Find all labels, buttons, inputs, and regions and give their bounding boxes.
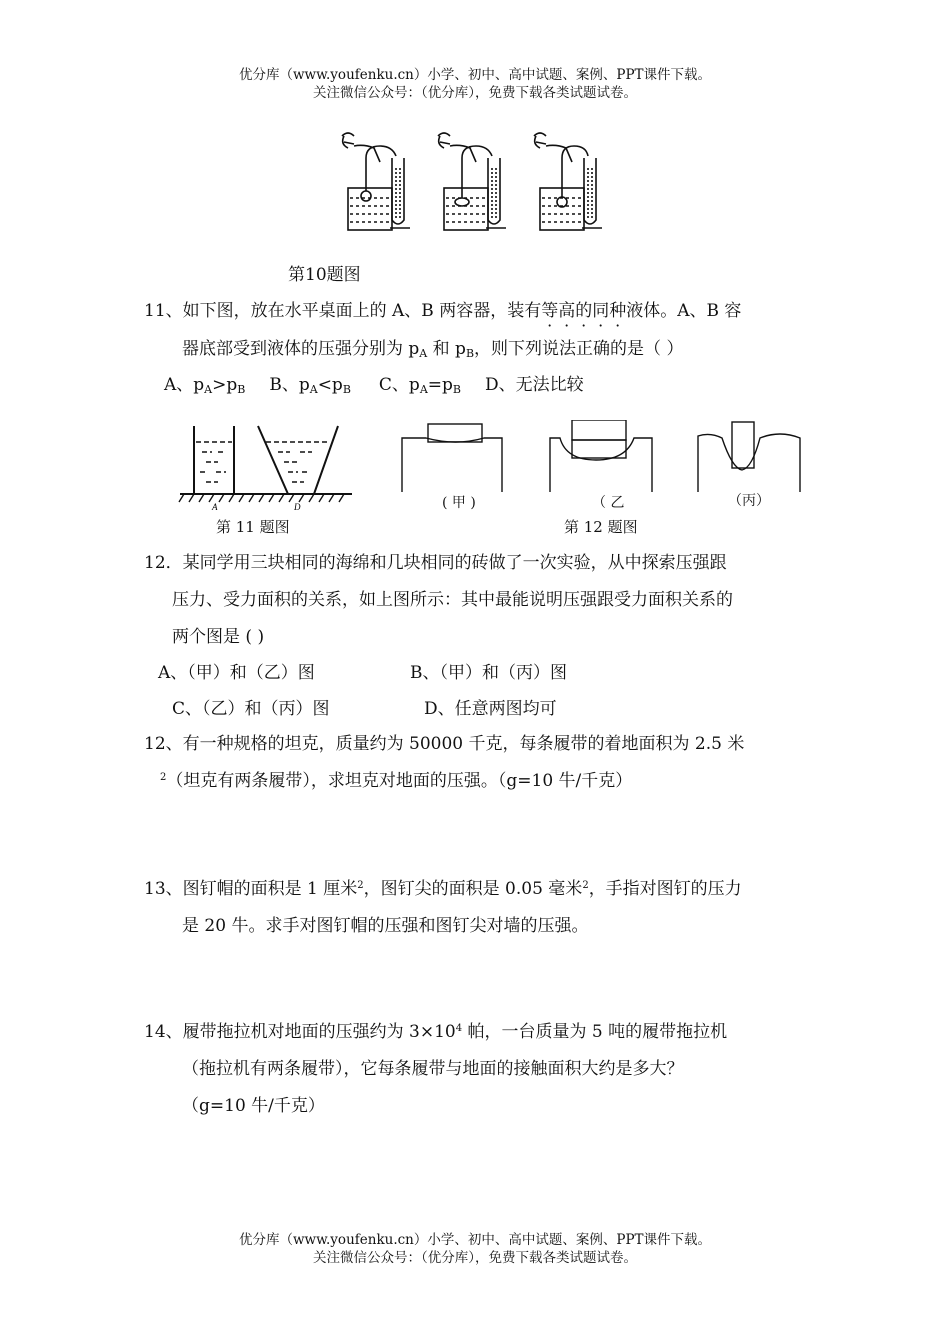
fig11-caption: 第 11 题图 (216, 518, 290, 536)
table-hatch (179, 494, 344, 502)
q11-option-c (379, 375, 461, 395)
header-line-2: 关注微信公众号：（优分库），免费下载各类试题试卷。 (313, 85, 637, 101)
q11-option-a (164, 375, 245, 395)
q11-emph-2: 高 (558, 301, 576, 321)
q12a-option-c: C、（乙）和（丙）图 (172, 699, 330, 719)
footer-line-1: 优分库（www.youfenku.cn）小学、初中、高中试题、案例、PPT课件下载。 (238, 1232, 712, 1248)
q11-option-c-pre: C、p (378, 375, 420, 395)
footer-line-2: 关注微信公众号：（优分库），免费下载各类试题试卷。 (313, 1250, 637, 1266)
page-footer (0, 1231, 950, 1267)
q13-text-a: 13、图钉帽的面积是 1 厘米 (144, 879, 358, 899)
figure-10 (330, 128, 610, 238)
fig12-label-bing: （丙） (728, 493, 770, 509)
q14-sup: 4 (455, 1023, 463, 1034)
q11-option-b-s1: A (309, 383, 318, 396)
q12a-line-1: 12．某同学用三块相同的海绵和几块相同的砖做了一次实验，从中探索压强跟 (144, 553, 727, 573)
q11-option-a-op: >p (212, 375, 238, 395)
q11-option-b-s2: B (342, 383, 351, 396)
q11-text-b: 和 p (427, 339, 466, 359)
container-a (194, 426, 234, 494)
q11-option-c-op: =p (427, 375, 453, 395)
q12a-option-d: D、任意两图均可 (424, 699, 557, 719)
q12b-sup: 2 (160, 772, 167, 783)
q11-emph-1: 等 (541, 301, 559, 321)
q11-option-b (269, 375, 351, 395)
q11-option-a-s1: A (204, 383, 213, 396)
q12a-line-3: 两个图是 ( ) (172, 627, 265, 647)
fig11-label-a: A (212, 502, 218, 512)
fig10-setup-1 (342, 133, 410, 230)
header-line-1: 优分库（www.youfenku.cn）小学、初中、高中试题、案例、PPT课件下载。 (238, 67, 712, 83)
figure-11 (176, 420, 356, 512)
q11-text-c: ，则下列说法正确的是（ ） (474, 339, 684, 359)
q14-line-3: （g=10 牛/千克） (182, 1096, 325, 1116)
sponge-yi (550, 438, 652, 492)
fig10-setup-2 (438, 133, 506, 230)
q11-options (164, 370, 584, 396)
fig12-caption: 第 12 题图 (564, 518, 638, 536)
q11-sub-b: B (465, 347, 475, 360)
fig11-label-d: D (294, 502, 301, 512)
sponge-bing (698, 434, 800, 492)
q11-line-1-pre: 11、如下图，放在水平桌面上的 A、B 两容器，装有 (144, 301, 542, 321)
fig10-setup-3 (534, 133, 602, 230)
page-header (0, 66, 950, 102)
q11-text-a: 器底部受到液体的压强分别为 p (182, 339, 420, 359)
q11-option-d: D、无法比较 (485, 375, 584, 395)
liquid-a (196, 442, 232, 482)
sponge-jia (402, 438, 502, 492)
figure-12 (396, 420, 806, 500)
q13-line-1 (144, 874, 742, 899)
q11-sub-a: A (419, 347, 428, 360)
q11-line-1-post: 液体。A、B 容 (626, 301, 742, 321)
q11-option-a-s2: B (237, 383, 246, 396)
q12a-line-2: 压力、受力面积的关系，如上图所示：其中最能说明压强跟受力面积关系的 (172, 590, 733, 610)
q14-text-a: 14、履带拖拉机对地面的压强约为 3×10 (144, 1022, 456, 1042)
q11-option-c-s2: B (452, 383, 461, 396)
q11-option-b-op: <p (317, 375, 343, 395)
fig12-label-yi: （ 乙 (592, 495, 625, 511)
q14-line-1 (144, 1017, 727, 1042)
q12a-option-a: A、（甲）和（乙）图 (158, 663, 315, 683)
q13-line-2: 是 20 牛。求手对图钉帽的压强和图钉尖对墙的压强。 (182, 916, 589, 936)
q11-emph-4: 同 (592, 301, 610, 321)
q12b-line-1: 12、有一种规格的坦克，质量约为 50000 千克，每条履带的着地面积为 2.5 米 (144, 734, 745, 754)
q11-line-2 (182, 334, 683, 360)
q11-emph-5: 种 (609, 301, 627, 321)
q11-line-1 (144, 296, 741, 321)
q11-emph-3: 的 (575, 301, 593, 321)
container-d (258, 426, 338, 494)
fig12-label-jia: ( 甲 ) (442, 495, 476, 511)
q12b-line-2 (160, 766, 632, 791)
q11-option-a-pre: A、p (164, 375, 205, 395)
brick-yi-top (572, 420, 626, 440)
q14-line-2: （拖拉机有两条履带），它每条履带与地面的接触面积大约是多大？ (182, 1059, 684, 1079)
q12b-line-2-text: （坦克有两条履带），求坦克对地面的压强。（g=10 牛/千克） (166, 771, 633, 791)
q11-option-c-s1: A (419, 383, 428, 396)
q13-text-b: ，图钉尖的面积是 0.05 毫米 (363, 879, 583, 899)
q13-sup-1: 2 (357, 880, 364, 891)
q13-sup-2: 2 (582, 880, 589, 891)
fig10-caption: 第10题图 (288, 265, 361, 285)
q14-text-b: 帕，一台质量为 5 吨的履带拖拉机 (462, 1022, 728, 1042)
q12a-option-b: B、（甲）和（丙）图 (410, 663, 567, 683)
q13-text-c: ，手指对图钉的压力 (588, 879, 742, 899)
brick-jia (428, 424, 482, 442)
q11-option-b-pre: B、p (269, 375, 310, 395)
